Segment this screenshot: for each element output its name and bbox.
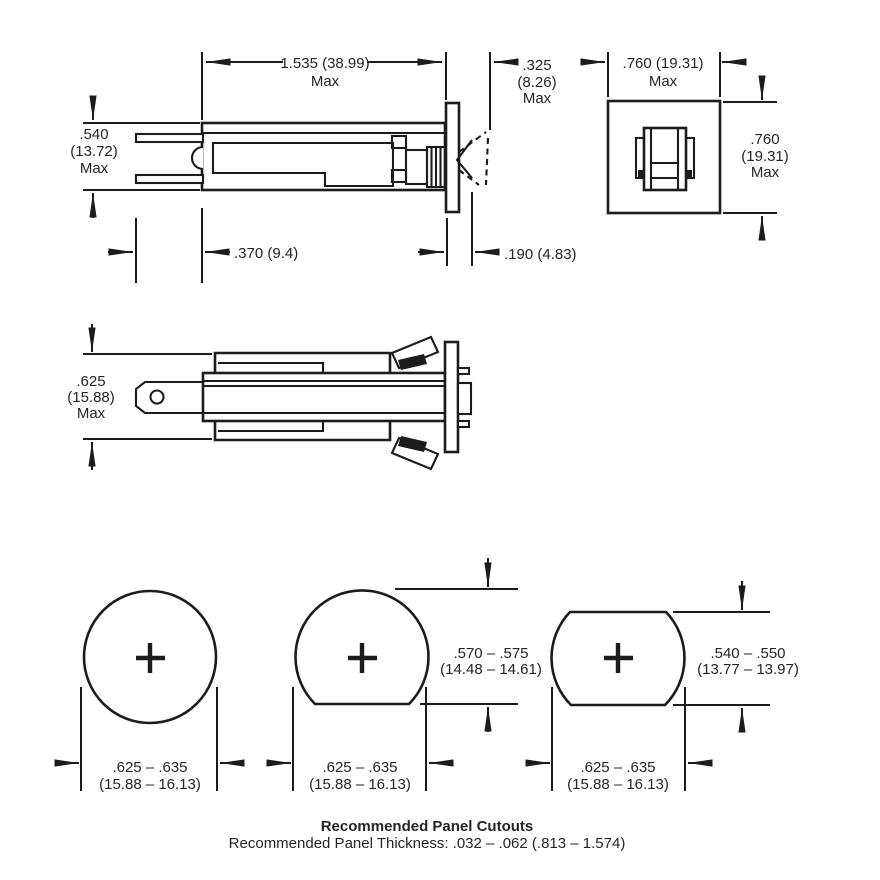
dim-overall-length-value: 1.535 (38.99) [280,55,370,72]
cutout3-width-mm: (15.88 – 16.13) [567,776,669,793]
dim-top-width-mm: (15.88) [67,389,115,406]
dim-body-height-max: Max [79,160,109,177]
cutout2-height-mm: (14.48 – 14.61) [440,661,542,678]
top-view [67,324,471,470]
tripped-button-dashed-outline [457,132,488,185]
dim-front-width-max: Max [648,73,678,90]
front-view-part [608,101,720,213]
dim-terminal-length: .370 (9.4) [234,245,299,262]
cutout1-width-mm: (15.88 – 16.13) [99,776,201,793]
cutouts-caption-note: Recommended Panel Thickness: .032 – .062 (.813 – 1.574) [228,835,626,852]
cutout3-height-value: .540 – .550 [710,645,786,662]
terminal-tab [136,382,205,413]
cutout2-height-value: .570 – .575 [453,645,529,662]
dim-button-ext-max: Max [522,90,552,107]
button-pin-lower [458,421,469,427]
cutout2-width-value: .625 – .635 [322,759,398,776]
dim-bezel-depth: .190 (4.83) [504,246,577,263]
front-view [581,52,789,240]
dim-front-height-mm: (19.31) [741,148,789,165]
dim-top-width-value: .625 [76,373,106,390]
dim-front-height-value: .760 [750,131,780,148]
mounting-flange-top-view [445,342,458,452]
terminal-lower [136,175,203,183]
cutout-double-flat [527,581,799,793]
top-view-part [136,337,471,469]
dim-top-width-max: Max [76,405,106,422]
dim-overall-length-max: Max [310,73,340,90]
cutout3-height-mm: (13.77 – 13.97) [697,661,799,678]
button-pin-upper [458,368,469,374]
cutout3-width-value: .625 – .635 [580,759,656,776]
dim-button-ext-value: .325 [522,57,552,74]
cutout-single-flat [268,558,542,793]
dim-body-height-value: .540 [79,126,109,143]
dim-body-height-mm: (13.72) [70,143,118,160]
cutouts-caption-title: Recommended Panel Cutouts [320,818,534,835]
dim-button-ext-mm: (8.26) [517,74,557,91]
side-view-part [136,103,488,212]
terminal-upper [136,134,203,142]
cutout-round [56,591,243,793]
dim-front-width-value: .760 (19.31) [622,55,704,72]
cutout2-width-mm: (15.88 – 16.13) [309,776,411,793]
mounting-flange [446,103,459,212]
button-top-view [458,383,471,414]
panel-cutouts [56,558,799,852]
side-view [70,52,576,283]
coil-bulge [192,147,203,169]
cutout1-width-value: .625 – .635 [112,759,188,776]
dim-front-height-max: Max [750,164,780,181]
